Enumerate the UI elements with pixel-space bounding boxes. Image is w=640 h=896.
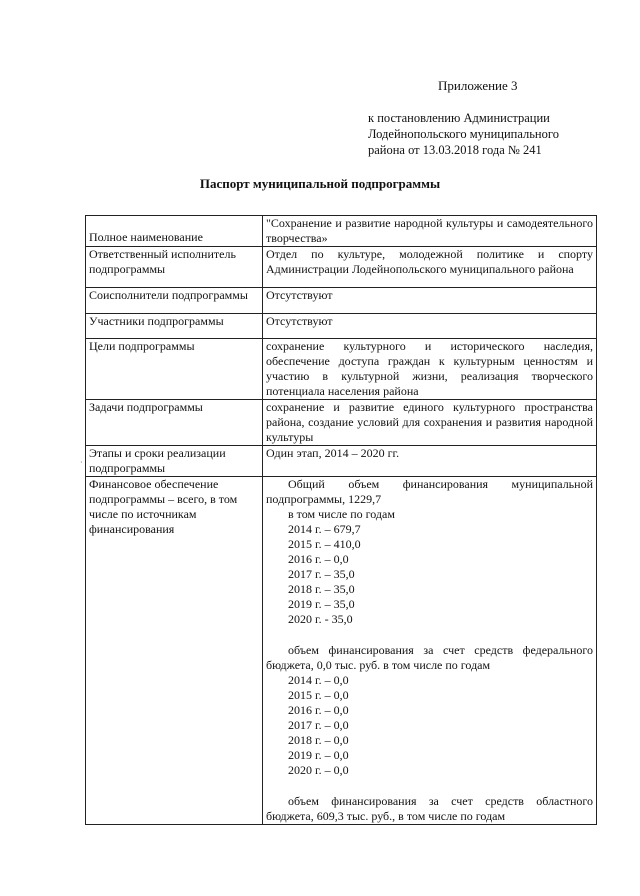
document-title: Паспорт муниципальной подпрограммы — [199, 176, 441, 191]
year-amount: 2018 г. – 0,0 — [288, 733, 349, 747]
year-amount: 2020 г. – 0,0 — [288, 763, 349, 777]
table-row — [86, 247, 597, 288]
decree-reference — [368, 110, 628, 158]
year-amount: 2017 г. – 0,0 — [288, 718, 349, 732]
table-row — [86, 314, 597, 339]
row-label: Этапы и сроки реализации подпрограммы — [86, 446, 263, 477]
decree-line: Лодейнопольского муниципального — [368, 127, 559, 141]
federal-financing: объем финансирования за счет средств федерального бюджета, 0,0 тыс. руб. в том числе по годам — [266, 643, 593, 672]
year-amount: 2018 г. – 35,0 — [288, 582, 355, 596]
decree-line: района от 13.03.2018 года № 241 — [368, 143, 542, 157]
row-label: Участники подпрограммы — [86, 314, 263, 339]
year-amount: 2019 г. – 0,0 — [288, 748, 349, 762]
passport-table — [85, 215, 597, 825]
row-value: сохранение культурного и исторического наследия, обеспечение доступа граждан к культурным ценностям и участию в культурной жизни, реализация творческого потенциала населения района — [263, 339, 597, 400]
spacer — [266, 627, 593, 643]
row-value: Отсутствуют — [263, 288, 597, 314]
decree-line: к постановлению Администрации — [368, 111, 550, 125]
row-label: Цели подпрограммы — [86, 339, 263, 400]
year-amount: 2020 г. - 35,0 — [288, 612, 353, 626]
year-amount: 2014 г. – 679,7 — [288, 522, 361, 536]
table-row — [86, 288, 597, 314]
year-amount: 2019 г. – 35,0 — [288, 597, 355, 611]
row-value: Один этап, 2014 – 2020 гг. — [263, 446, 597, 477]
year-amount: 2016 г. – 0,0 — [288, 703, 349, 717]
year-amount: 2016 г. – 0,0 — [288, 552, 349, 566]
stray-mark: · — [80, 458, 83, 467]
year-amount: 2017 г. – 35,0 — [288, 567, 355, 581]
row-value: Отсутствуют — [263, 314, 597, 339]
financing-total: Общий объем финансирования муниципальной подпрограммы, 1229,7 — [266, 477, 593, 506]
row-value: "Сохранение и развитие народной культуры и самодеятельного творчества» — [263, 216, 597, 247]
spacer — [266, 778, 593, 794]
row-label: Финансовое обеспечение подпрограммы – всего, в том числе по источникам финансирования — [86, 477, 263, 825]
table-row — [86, 400, 597, 446]
by-years-caption: в том числе по годам — [288, 507, 395, 521]
appendix-title: Приложение 3 — [438, 78, 518, 93]
row-label: Полное наименование — [86, 216, 263, 247]
table-row — [86, 339, 597, 400]
row-label: Ответственный исполнитель подпрограммы — [86, 247, 263, 288]
year-amount: 2015 г. – 410,0 — [288, 537, 361, 551]
row-label: Задачи подпрограммы — [86, 400, 263, 446]
table-row — [86, 216, 597, 247]
row-label: Соисполнители подпрограммы — [86, 288, 263, 314]
row-value: сохранение и развитие единого культурного пространства района, создание условий для сохранения и развития народной культуры — [263, 400, 597, 446]
table-row — [86, 446, 597, 477]
financing-cell — [263, 477, 597, 825]
table-row — [86, 477, 597, 825]
year-amount: 2014 г. – 0,0 — [288, 673, 349, 687]
year-amount: 2015 г. – 0,0 — [288, 688, 349, 702]
row-value: Отдел по культуре, молодежной политике и спорту Администрации Лодейнопольского муниципального района — [263, 247, 597, 288]
regional-financing: объем финансирования за счет средств областного бюджета, 609,3 тыс. руб., в том числе по годам — [266, 794, 593, 823]
